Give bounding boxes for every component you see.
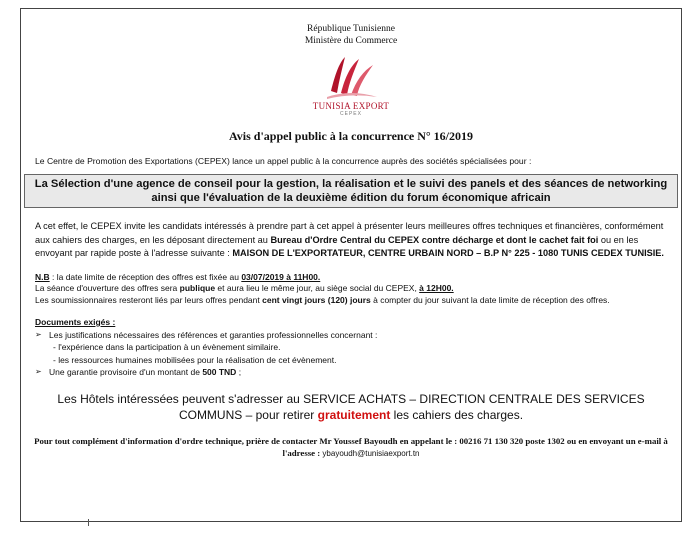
tunisia-export-logo-icon — [321, 51, 381, 103]
contact-text: Pour tout complément d'information d'ordre technique, prière de contacter Mr Youssef Bayoudh en appelant le : 00216 71 130 320 poste 1302 ou en envoyant un e-mail à l'adresse : — [34, 435, 668, 458]
contact-email[interactable]: ybayoudh@tunisiaexport.tn — [322, 448, 420, 458]
nb-opening — [35, 283, 671, 295]
nb-label: N.B — [35, 271, 50, 282]
brand-sub: CEPEX — [340, 111, 362, 117]
nb-validity — [35, 295, 671, 307]
hotels-notice — [41, 391, 661, 423]
docs-item-2-end: ; — [236, 367, 242, 377]
nb-opening-text-b: et aura lieu le même jour, au siège social du CEPEX, — [215, 283, 420, 293]
nb-deadline-date: 03/07/2019 à 11H00. — [241, 271, 321, 282]
header-republic: République Tunisienne — [307, 24, 395, 34]
header-ministry: Ministère du Commerce — [304, 36, 398, 46]
nb-validity-text-b: à compter du jour suivant la date limite de réception des offres. — [370, 294, 610, 305]
nb-deadline — [35, 272, 671, 284]
brand-name: TUNISIA EXPORT — [312, 101, 390, 111]
docs-item-1 — [35, 329, 671, 342]
header — [21, 23, 681, 47]
instructions-text-1: A cet effet, le CEPEX invite les candidats intéressés à prendre part à cet appel à présenter leurs meilleures offres techniques et financières, conformément aux cahiers des charges, en les déposant directement au — [35, 221, 664, 245]
nb-opening-public: publique — [179, 283, 216, 293]
hotels-text-2: les cahiers des charges. — [390, 407, 524, 422]
nb-deadline-text: : la date limite de réception des offres est fixée au — [49, 271, 242, 282]
nb-validity-days: cent vingt jours (120) jours — [262, 294, 371, 305]
docs-heading: Documents exigés : — [35, 317, 116, 327]
arrow-bullet-icon: ➢ — [35, 329, 42, 339]
intro-text: Le Centre de Promotion des Exportations (CEPEX) lance un appel public à la concurrence auprès des sociétés spécialisées pour : — [35, 156, 532, 166]
nb-opening-text-a: La séance d'ouverture des offres sera — [35, 283, 180, 293]
arrow-bullet-icon: ➢ — [35, 367, 42, 376]
docs-item-1-text: Les justifications nécessaires des références et garanties professionnelles concernant : — [49, 329, 378, 340]
docs-item-2-text: Une garantie provisoire d'un montant de — [49, 367, 203, 377]
required-documents — [35, 316, 671, 379]
nota-bene — [35, 272, 671, 307]
docs-item-2 — [35, 366, 671, 379]
docs-item-2-amount: 500 TND — [202, 367, 237, 377]
page-margin-mark — [88, 519, 89, 526]
instructions-bold-1: Bureau d'Ordre Central du CEPEX contre décharge et dont le cachet fait foi — [270, 234, 599, 245]
hotels-highlight: gratuitement — [317, 407, 391, 422]
hotels-text-1: Les Hôtels intéressées peuvent s'adresser au SERVICE ACHATS – DIRECTION CENTRALE DES SERVICES COMMUNS – pour retirer — [57, 391, 645, 422]
docs-sub-1: - l'expérience dans la participation à un évènement similaire. — [53, 342, 281, 352]
docs-sub-2: - les ressources humaines mobilisées pour la réalisation de cet évènement. — [53, 354, 337, 365]
instructions-text-2: ou en les envoyant par rapide poste à l'adresse suivante : — [35, 234, 639, 258]
subject-banner: La Sélection d'une agence de conseil pour la gestion, la réalisation et le suivi des panels et des séances de networking ainsi que l'évaluation de la deuxième édition du forum économique africain — [24, 174, 678, 208]
nb-validity-text-a: Les soumissionnaires resteront liés par leurs offres pendant — [35, 294, 263, 305]
instructions-address: MAISON DE L'EXPORTATEUR, CENTRE URBAIN NORD – B.P N° 225 - 1080 TUNIS CEDEX TUNISIE. — [232, 248, 664, 258]
instructions-paragraph — [35, 220, 671, 261]
notice-title: Avis d'appel public à la concurrence N° 16/2019 — [228, 129, 474, 143]
contact-info — [31, 435, 671, 460]
nb-opening-time: à 12H00. — [419, 283, 454, 293]
notice-document — [20, 8, 682, 522]
